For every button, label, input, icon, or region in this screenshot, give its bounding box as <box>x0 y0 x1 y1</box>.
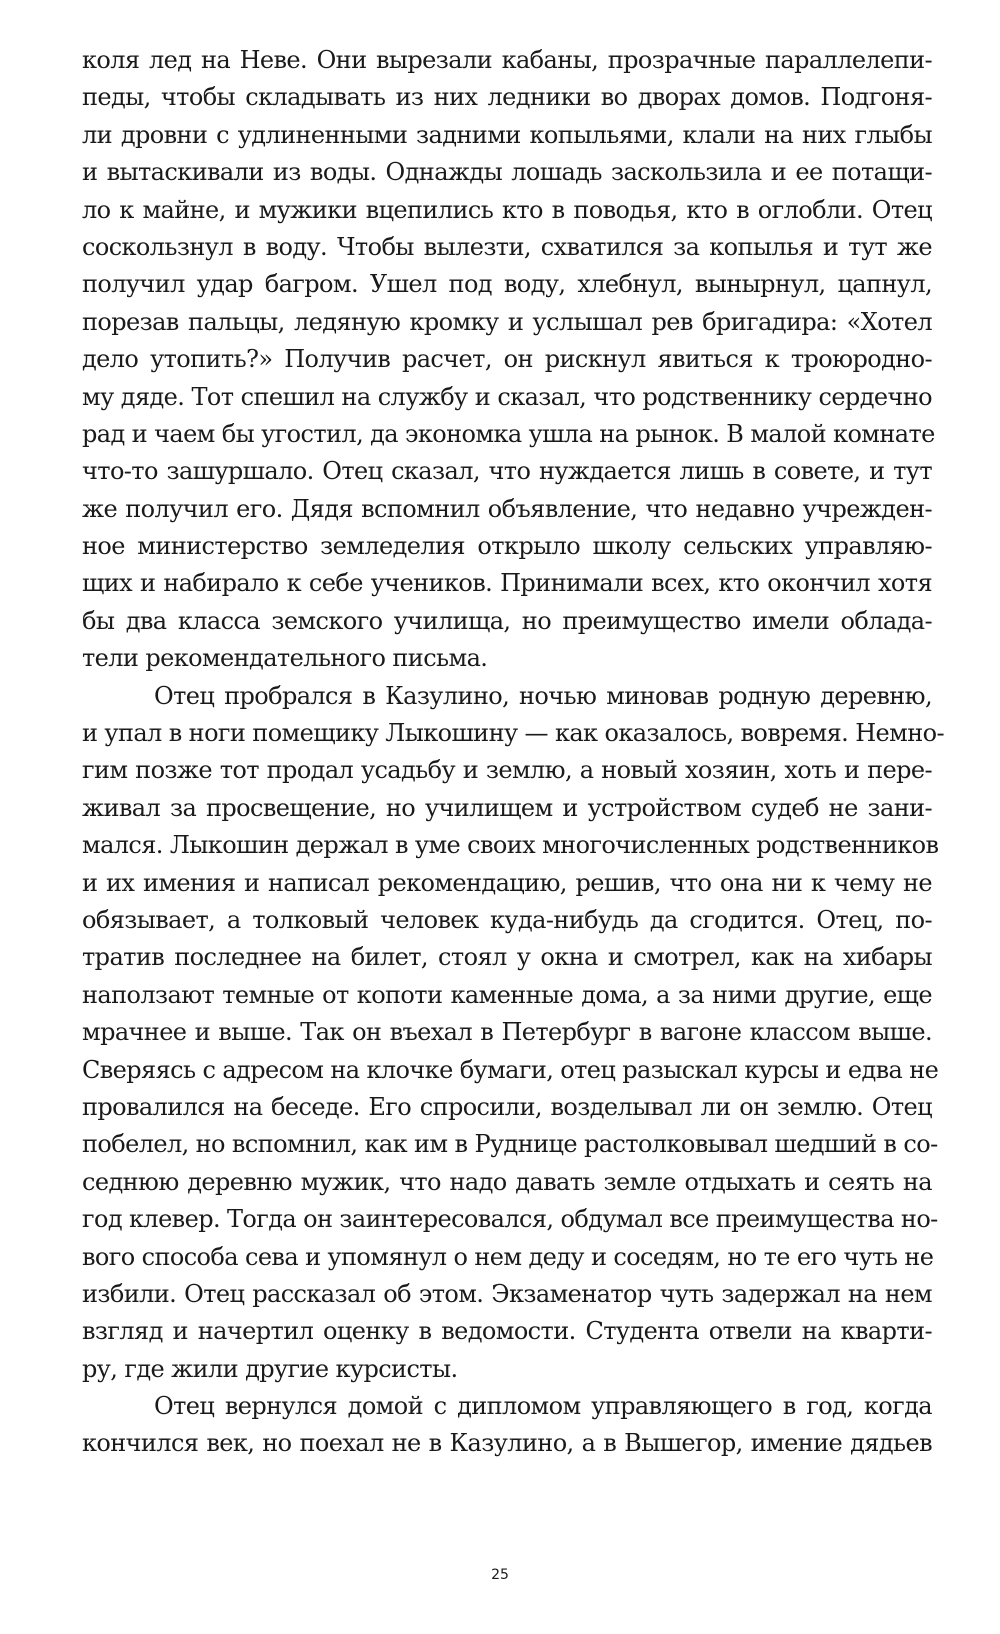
text-line: бы два класса земского училища, но преимущество имели облада- <box>82 606 932 635</box>
text-line: и вытаскивали из воды. Однажды лошадь заскользила и ее потащи- <box>82 158 932 187</box>
text-line: взгляд и начертил оценку в ведомости. Студента отвели на кварти- <box>82 1317 932 1346</box>
text-line: Отец вернулся домой с дипломом управляющего в год, когда <box>154 1392 932 1421</box>
text-line: Сверяясь с адресом на клочке бумаги, отец разыскал курсы и едва не <box>82 1055 939 1084</box>
text-line: ло к майне, и мужики вцепились кто в поводья, кто в оглобли. Отец <box>82 195 932 224</box>
paragraph-1 <box>82 42 935 678</box>
text-line: же получил его. Дядя вспомнил объявление, что недавно учрежден- <box>82 494 932 523</box>
text-line: Отец пробрался в Казулино, ночью миновав родную деревню, <box>154 681 932 710</box>
text-line: гим позже тот продал усадьбу и землю, а новый хозяин, хоть и пере- <box>82 756 932 785</box>
text-line: седнюю деревню мужик, что надо давать земле отдыхать и сеять на <box>82 1167 932 1196</box>
text-line: ли дровни с удлиненными задними копыльями, клали на них глыбы <box>82 120 932 149</box>
text-line: побелел, но вспомнил, как им в Руднице растолковывал шедший в со- <box>82 1130 938 1159</box>
text-line: обязывает, а толковый человек куда-нибудь да сгодится. Отец, по- <box>82 905 932 934</box>
text-line: щих и набирало к себе учеников. Принимали всех, кто окончил хотя <box>82 569 932 598</box>
text-line: ное министерство земледелия открыло школу сельских управляю- <box>82 532 932 561</box>
text-line: дело утопить?» Получив расчет, он рискнул явиться к троюродно- <box>82 345 932 374</box>
text-line: педы, чтобы складывать из них ледники во дворах домов. Подгоня- <box>82 83 932 112</box>
text-line: тратив последнее на билет, стоял у окна и смотрел, как на хибары <box>82 943 932 972</box>
text-line: и упал в ноги помещику Лыкошину — как оказалось, вовремя. Немно- <box>82 719 944 748</box>
paragraph-2 <box>82 678 944 1388</box>
text-line: год клевер. Тогда он заинтересовался, обдумал все преимущества но- <box>82 1205 938 1234</box>
text-line: соскользнул в воду. Чтобы вылезти, схватился за копылья и тут же <box>82 232 932 261</box>
text-line: вого способа сева и упомянул о нем деду и соседям, но те его чуть не <box>82 1242 934 1271</box>
text-line: порезав пальцы, ледяную кромку и услышал рев бригадира: «Хотел <box>82 307 932 336</box>
text-line: наползают темные от копоти каменные дома, а за ними другие, еще <box>82 980 932 1009</box>
page-number: 25 <box>491 1567 509 1583</box>
text-line: что-то зашуршало. Отец сказал, что нуждается лишь в совете, и тут <box>82 457 932 486</box>
text-line: и их имения и написал рекомендацию, решив, что она ни к чему не <box>82 868 932 897</box>
text-line: живал за просвещение, но училищем и устройством судеб не зани- <box>82 793 932 822</box>
text-line: мался. Лыкошин держал в уме своих многочисленных родственников <box>82 831 939 860</box>
text-line: кончился век, но поехал не в Казулино, а в Вышегор, имение дядьев <box>82 1429 932 1458</box>
text-line: ру, где жили другие курсисты. <box>82 1354 458 1383</box>
text-line: тели рекомендательного письма. <box>82 644 488 673</box>
text-line: получил удар багром. Ушел под воду, хлебнул, вынырнул, цапнул, <box>82 270 932 299</box>
paragraph-3 <box>82 1388 932 1463</box>
text-line: му дяде. Тот спешил на службу и сказал, что родственнику сердечно <box>82 382 932 411</box>
text-line: рад и чаем бы угостил, да экономка ушла на рынок. В малой комнате <box>82 419 935 448</box>
text-line: коля лед на Неве. Они вырезали кабаны, прозрачные параллелепи- <box>82 46 932 74</box>
text-line: мрачнее и выше. Так он въехал в Петербург в вагоне классом выше. <box>82 1018 932 1047</box>
text-line: провалился на беседе. Его спросили, возделывал ли он землю. Отец <box>82 1092 932 1121</box>
body-text <box>82 42 944 1463</box>
text-line: избили. Отец рассказал об этом. Экзаменатор чуть задержал на нем <box>82 1279 932 1308</box>
